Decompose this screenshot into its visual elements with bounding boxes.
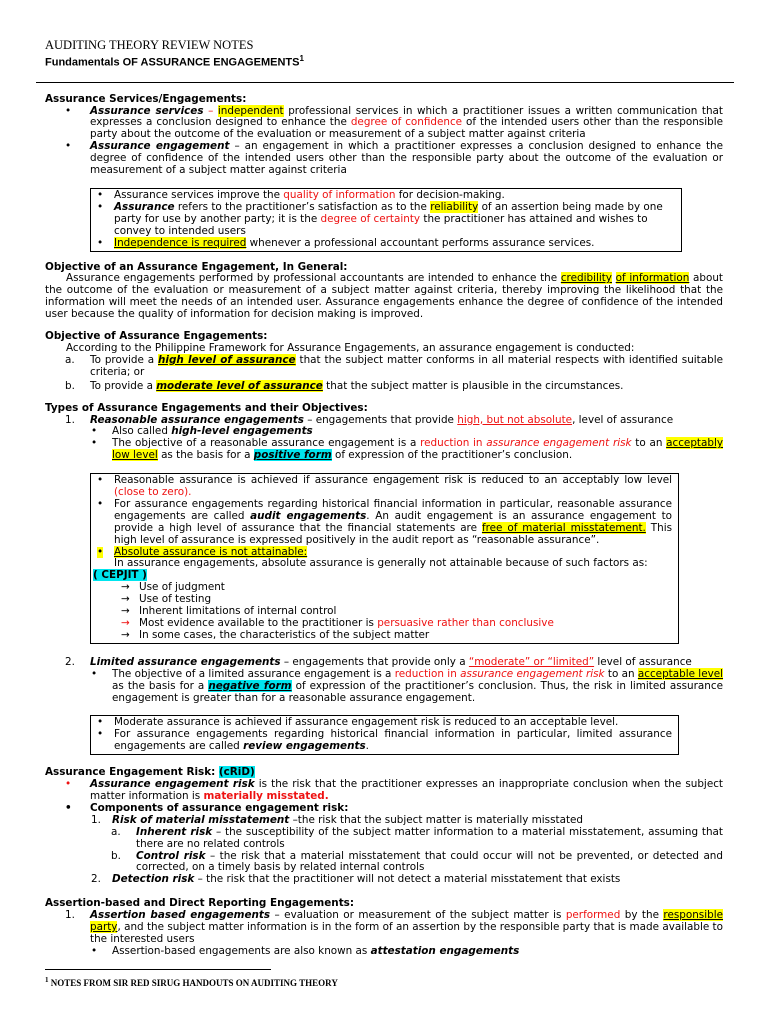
section-heading-engagement-risk: Assurance Engagement Risk: (cRiD) bbox=[45, 766, 255, 779]
list-item: • Assurance engagement risk is the risk that the practitioner expresses an inappropriate conclusion when the subject matter information is materially misstated. bbox=[65, 778, 723, 802]
bullet: • bbox=[91, 437, 98, 450]
footnote-rule bbox=[45, 969, 271, 970]
list-item: 1. Risk of material misstatement –the risk that the subject matter is materially misstated bbox=[91, 813, 584, 826]
box-item: • Moderate assurance is achieved if assurance engagement risk is reduced to an acceptable level. bbox=[97, 716, 619, 729]
document-subtitle: Fundamentals OF ASSURANCE ENGAGEMENTS$^1$ bbox=[45, 54, 304, 69]
bullet: • bbox=[97, 189, 104, 201]
bullet: • bbox=[65, 140, 72, 153]
list-item: 1. Reasonable assurance engagements – engagements that provide high, but not absolute, level of assurance bbox=[65, 413, 674, 426]
section-heading-assertion-based: Assertion-based and Direct Reporting Engagements: bbox=[45, 897, 354, 910]
arrow-icon: → bbox=[121, 628, 130, 641]
list-item: 2. Limited assurance engagements – engagements that provide only a “moderate” or “limited” level of assurance bbox=[65, 655, 692, 668]
bullet: • bbox=[91, 944, 98, 957]
section-heading-types: Types of Assurance Engagements and their Objectives: bbox=[45, 401, 368, 414]
list-item: → Inherent limitations of internal control bbox=[121, 605, 337, 618]
list-item: 1. Assertion based engagements – evaluation or measurement of the subject matter is performed by the responsible party, and the subject matter information is in the form of an assertion by the responsible party that is made available to the interested users bbox=[65, 909, 723, 945]
section-heading-objective-general: Objective of an Assurance Engagement, In General: bbox=[45, 260, 348, 273]
list-item: 2. Detection risk – the risk that the practitioner will not detect a material misstatement that exists bbox=[91, 873, 621, 886]
list-item: → Use of testing bbox=[121, 593, 212, 606]
list-item: → Most evidence available to the practitioner is persuasive rather than conclusive bbox=[121, 617, 554, 629]
box-item: • Reasonable assurance is achieved if assurance engagement risk is reduced to an acceptably low level (close to zero). bbox=[97, 474, 672, 499]
box-item: • Independence is required whenever a professional accountant performs assurance services. bbox=[97, 236, 595, 249]
arrow-icon: → bbox=[121, 581, 130, 594]
mnemonic-badge: ( CEPJIT ) bbox=[93, 569, 147, 582]
bullet: • bbox=[97, 545, 104, 558]
note-box bbox=[90, 188, 682, 252]
list-item: • Components of assurance engagement risk: bbox=[65, 801, 349, 814]
note-box bbox=[90, 715, 679, 755]
bullet: • bbox=[97, 474, 104, 487]
bullet: • bbox=[91, 425, 98, 438]
box-item: • Absolute assurance is not attainable: bbox=[97, 545, 308, 558]
list-item: a. Inherent risk – the susceptibility of the subject matter information to a material misstatement, assuming that there are no related controls bbox=[111, 825, 723, 850]
bullet: • bbox=[97, 200, 104, 213]
list-item: b. To provide a moderate level of assurance that the subject matter is plausible in the circumstances. bbox=[65, 379, 624, 392]
bullet: • bbox=[97, 236, 104, 249]
paragraph: Assurance engagements performed by professional accountants are intended to enhance the credibility of information about the outcome of the evaluation or measurement of a subject matter against criteria, thereby improving the likelihood that the information will meet the needs of an intended user. Assurance engagements enhance the degree of confidence of the intended user because the quality of information for decision making is improved. bbox=[45, 272, 723, 321]
note-box bbox=[90, 473, 679, 644]
document-title: AUDITING THEORY REVIEW NOTES bbox=[45, 38, 254, 52]
footnote-reference: 1 bbox=[299, 54, 304, 63]
bullet: • bbox=[97, 716, 104, 729]
list-item: → In some cases, the characteristics of the subject matter bbox=[121, 628, 430, 641]
bullet: • bbox=[97, 497, 104, 510]
bullet: • bbox=[97, 728, 104, 741]
bullet: • bbox=[65, 801, 72, 814]
list-item: • The objective of a reasonable assurance engagement is a reduction in assurance engagement risk to an acceptably low level as the basis for a positive form of expression of the practitioner’s conclusion. bbox=[91, 437, 723, 462]
box-item: • Assurance refers to the practitioner’s satisfaction as to the reliability of an assertion being made by one party for use by another party; it is the degree of certainty the practitioner has attained and wishes to convey to intended users bbox=[97, 200, 663, 237]
arrow-icon: → bbox=[121, 605, 130, 618]
paragraph: According to the Philippine Framework for Assurance Engagements, an assurance engagement is conducted: bbox=[66, 341, 635, 354]
box-paragraph: In assurance engagements, absolute assurance is generally not attainable because of such factors as: bbox=[114, 557, 648, 570]
list-item: • The objective of a limited assurance engagement is a reduction in assurance engagement risk to an acceptable level as the basis for a negative form of expression of the practitioner’s conclusion. Thus, the risk in limited assurance engagement is greater than for a reasonable assurance engagement. bbox=[91, 667, 724, 704]
bullet: • bbox=[91, 667, 98, 680]
list-item: • Assurance engagement – an engagement in which a practitioner expresses a conclusion designed to enhance the degree of confidence of the intended users other than the responsible party about the outcome of the evaluation or measurement of a subject matter against criteria bbox=[65, 140, 723, 177]
document-page bbox=[45, 38, 723, 958]
header-rule bbox=[36, 82, 734, 83]
list-item: → Use of judgment bbox=[121, 581, 225, 594]
box-item: • For assurance engagements regarding historical financial information in particular, reasonable assurance engagements are called audit engagements. An audit engagement is an assurance engagement to provide a high level of assurance that the financial statements are free of material misstatement. This high level of assurance is expressed positively in the audit report as “reasonable assurance”. bbox=[97, 497, 673, 546]
box-item: • Assurance services improve the quality of information for decision-making. bbox=[97, 189, 505, 201]
list-item: • Assurance services – independent professional services in which a practitioner issues a written communication that expresses a conclusion designed to enhance the degree of confidence of the intended users other than the responsible party about the outcome of the evaluation or measurement of a subject matter against criteria bbox=[65, 104, 723, 141]
list-item: • Assertion-based engagements are also known as attestation engagements bbox=[91, 944, 520, 957]
arrow-icon: → bbox=[121, 617, 130, 629]
box-item: • For assurance engagements regarding historical financial information in particular, limited assurance engagements are called review engagements. bbox=[97, 728, 672, 753]
list-item: b. Control risk – the risk that a material misstatement that could occur will not be prevented, or detected and corrected, on a timely basis by related internal controls bbox=[111, 849, 723, 874]
section-heading-assurance-services: Assurance Services/Engagements: bbox=[45, 92, 247, 105]
footnote: $^1$ NOTES FROM SIR RED SIRUG HANDOUTS ON AUDITING THEORY bbox=[45, 976, 338, 988]
bullet: • bbox=[65, 104, 72, 117]
section-heading-objective: Objective of Assurance Engagements: bbox=[45, 330, 268, 343]
list-item: a. To provide a high level of assurance that the subject matter conforms in all material respects with identified suitable criteria; or bbox=[65, 353, 723, 378]
bullet: • bbox=[65, 778, 72, 791]
arrow-icon: → bbox=[121, 593, 130, 606]
list-item: • Also called high-level engagements bbox=[91, 425, 313, 438]
